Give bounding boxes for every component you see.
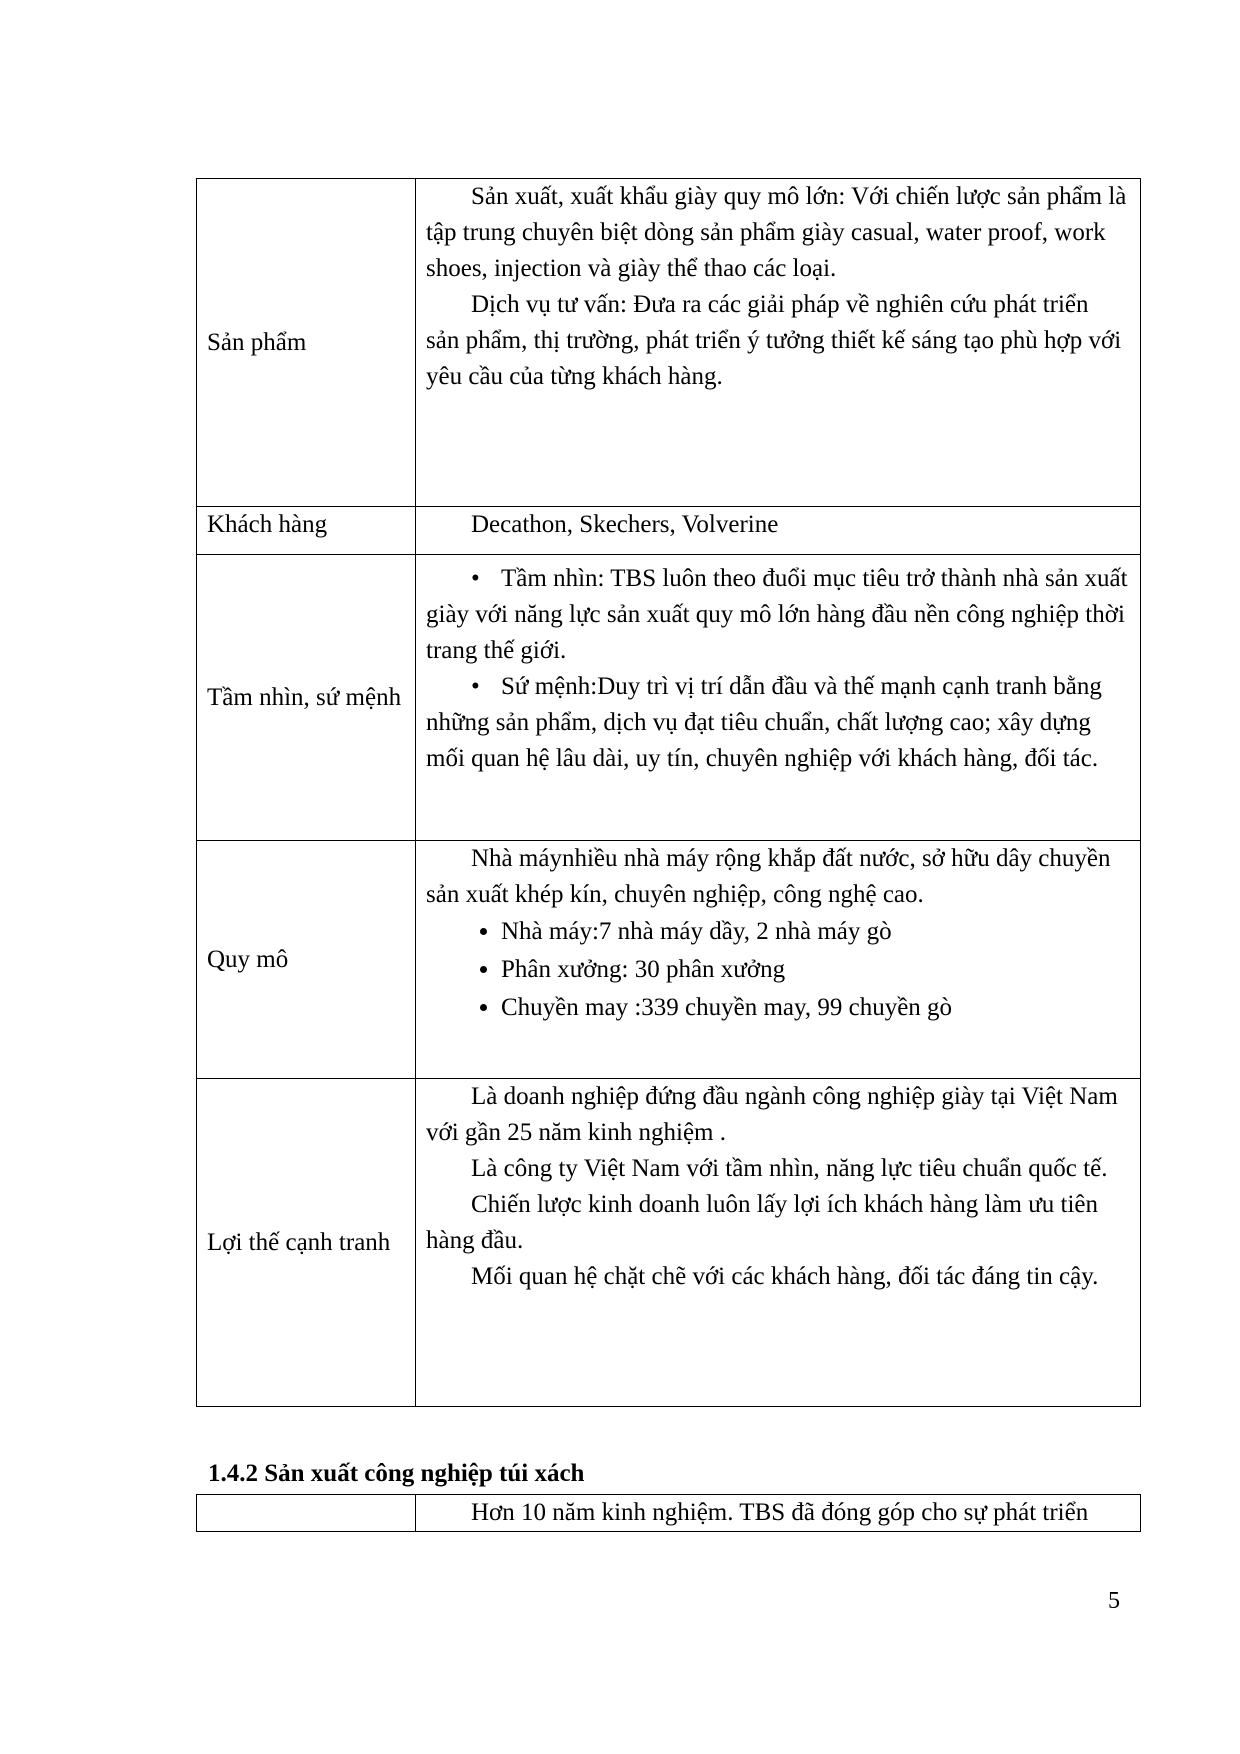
table-row [197,1495,1141,1532]
paragraph: Chiến lược kinh doanh luôn lấy lợi ích khách hàng làm ưu tiên hàng đầu. [426,1191,1099,1254]
table-row [197,179,1141,507]
paragraph: Nhà máynhiều nhà máy rộng khắp đất nước, sở hữu dây chuyền sản xuất khép kín, chuyên nghiệp, công nghệ cao. [426,845,1111,908]
list-item: • Nhà máy:7 nhà máy dầy, 2 nhà máy gò [501,913,1128,951]
table-row [197,555,1141,841]
row-label: Quy mô [197,841,416,1079]
paragraph: Sản xuất, xuất khẩu giày quy mô lớn: Với chiến lược sản phẩm là tập trung chuyên biệt dòng sản phẩm giày casual, water proof, work shoes, injection và giày thể thao các loại. [426,183,1127,282]
row-label: Lợi thế cạnh tranh [197,1079,416,1407]
row-label: Khách hàng [197,507,416,555]
list-item: • Phân xưởng: 30 phân xưởng [501,951,1128,989]
row-content [416,555,1141,841]
paragraph: Là công ty Việt Nam với tầm nhìn, năng lực tiêu chuẩn quốc tế. [471,1155,1108,1182]
list-item [426,561,1128,669]
list-item-text: Sứ mệnh:Duy trì vị trí dẫn đầu và thế mạnh cạnh tranh bằng những sản phẩm, dịch vụ đạt tiêu chuẩn, chất lượng cao; xây dựng mối quan hệ lâu dài, uy tín, chuyên nghiệp với khách hàng, đối tác. [426,673,1102,772]
row-label: Sản phẩm [197,179,416,507]
paragraph: Mối quan hệ chặt chẽ với các khách hàng, đối tác đáng tin cậy. [471,1263,1099,1290]
paragraph: Decathon, Skechers, Volverine [471,511,779,538]
row-content [416,507,1141,555]
list-item-text: Tầm nhìn: TBS luôn theo đuổi mục tiêu trở thành nhà sản xuất giày với năng lực sản xuất quy mô lớn hàng đầu nền công nghiệp thời trang thế giới. [426,565,1128,664]
table-row [197,841,1141,1079]
row-label [197,1495,416,1532]
company-info-table [196,178,1141,1407]
table-row [197,507,1141,555]
bullet-icon: • [471,565,480,592]
bullet-list [426,913,1128,1027]
handbag-info-table [196,1494,1141,1532]
row-content [416,179,1141,507]
row-content [416,1079,1141,1407]
row-content [416,1495,1141,1532]
list-item [426,669,1128,777]
paragraph: Là doanh nghiệp đứng đầu ngành công nghiệp giày tại Việt Nam với gần 25 năm kinh nghiệm . [426,1083,1118,1146]
section-heading: 1.4.2 Sản xuất công nghiệp túi xách [208,1460,585,1487]
bullet-icon: • [471,673,480,700]
paragraph: Dịch vụ tư vấn: Đưa ra các giải pháp về nghiên cứu phát triển sản phẩm, thị trường, phát triển ý tưởng thiết kế sáng tạo phù hợp với yêu cầu của từng khách hàng. [426,291,1122,390]
list-item: • Chuyền may :339 chuyền may, 99 chuyền gò [501,989,1128,1027]
page-number: 5 [1108,1588,1120,1614]
row-label: Tầm nhìn, sứ mệnh [197,555,416,841]
bullet-list [426,561,1128,777]
paragraph: Hơn 10 năm kinh nghiệm. TBS đã đóng góp cho sự phát triển [471,1499,1089,1526]
table-row [197,1079,1141,1407]
row-content [416,841,1141,1079]
